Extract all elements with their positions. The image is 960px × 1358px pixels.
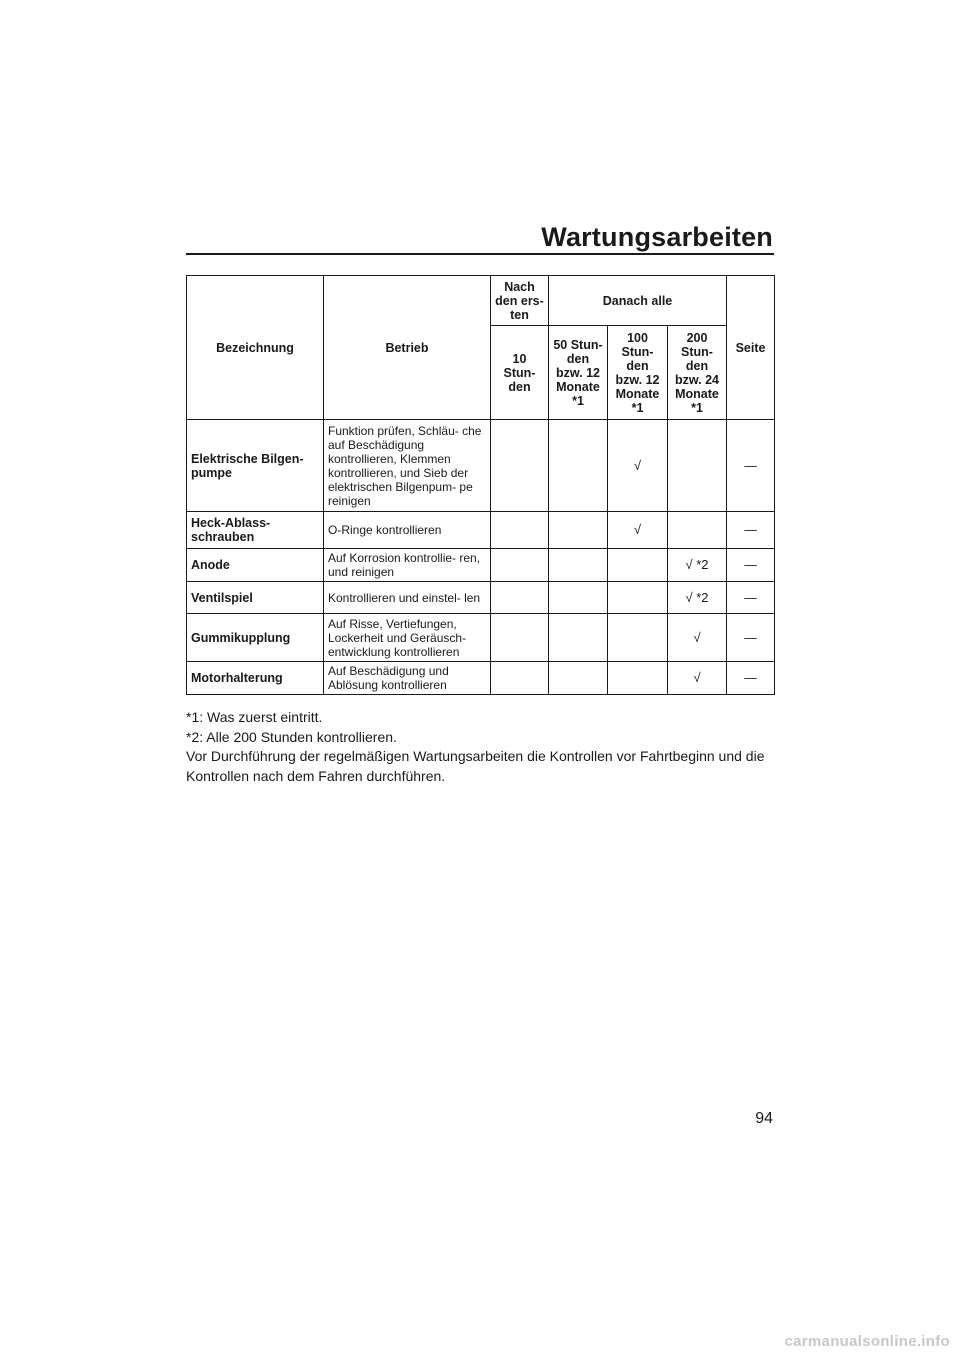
row-50h bbox=[549, 420, 608, 512]
row-10h bbox=[491, 549, 549, 582]
row-seite: — bbox=[727, 614, 775, 662]
row-100h bbox=[608, 549, 668, 582]
row-50h bbox=[549, 512, 608, 549]
row-100h bbox=[608, 614, 668, 662]
row-name: Anode bbox=[187, 549, 324, 582]
row-10h bbox=[491, 614, 549, 662]
table-row bbox=[187, 420, 775, 512]
row-operation: Funktion prüfen, Schläu- che auf Beschädigung kontrollieren, Klemmen kontrollieren, und Sieb der elektrischen Bilgenpum- pe reinigen bbox=[324, 420, 491, 512]
note-instruction: Vor Durchführung der regelmäßigen Wartungsarbeiten die Kontrollen vor Fahrtbeginn und die Kontrollen nach dem Fahren durchführen. bbox=[186, 748, 765, 784]
row-name: Gummikupplung bbox=[187, 614, 324, 662]
row-seite: — bbox=[727, 420, 775, 512]
row-seite: — bbox=[727, 549, 775, 582]
row-operation: O-Ringe kontrollieren bbox=[324, 512, 491, 549]
notes bbox=[186, 708, 781, 786]
note-footnote-1: *1: Was zuerst eintritt. bbox=[186, 709, 323, 725]
row-50h bbox=[549, 662, 608, 695]
row-200h-check: √ *2 bbox=[668, 582, 727, 614]
table-row bbox=[187, 512, 775, 549]
header-bezeichnung: Bezeichnung bbox=[187, 276, 324, 420]
header-seite: Seite bbox=[727, 276, 775, 420]
header-200-stunden: 200 Stun- den bzw. 24 Monate *1 bbox=[668, 326, 727, 420]
header-betrieb: Betrieb bbox=[324, 276, 491, 420]
header-nach-den-ersten: Nach den ers- ten bbox=[491, 276, 549, 326]
row-100h bbox=[608, 582, 668, 614]
row-100h-check: √ bbox=[608, 420, 668, 512]
row-200h-check: √ bbox=[668, 662, 727, 695]
watermark[interactable]: carmanualsonline.info bbox=[784, 1333, 950, 1350]
page-number: 94 bbox=[755, 1110, 773, 1127]
header-row-top bbox=[187, 276, 775, 326]
title-rule bbox=[186, 253, 774, 255]
row-50h bbox=[549, 614, 608, 662]
row-operation: Auf Korrosion kontrollie- ren, und reinigen bbox=[324, 549, 491, 582]
row-10h bbox=[491, 582, 549, 614]
note-footnote-2: *2: Alle 200 Stunden kontrollieren. bbox=[186, 728, 397, 745]
row-100h bbox=[608, 662, 668, 695]
table-row bbox=[187, 549, 775, 582]
row-200h bbox=[668, 420, 727, 512]
row-seite: — bbox=[727, 662, 775, 695]
header-10-stunden: 10 Stun- den bbox=[491, 326, 549, 420]
row-200h-check: √ *2 bbox=[668, 549, 727, 582]
header-danach-alle: Danach alle bbox=[549, 276, 727, 326]
row-name: Motorhalterung bbox=[187, 662, 324, 695]
row-100h-check: √ bbox=[608, 512, 668, 549]
page-title: Wartungsarbeiten bbox=[541, 222, 773, 252]
row-10h bbox=[491, 420, 549, 512]
row-name: Heck-Ablass- schrauben bbox=[187, 512, 324, 549]
maintenance-table bbox=[186, 275, 775, 695]
row-operation: Auf Risse, Vertiefungen, Lockerheit und Geräusch- entwicklung kontrollieren bbox=[324, 614, 491, 662]
row-50h bbox=[549, 582, 608, 614]
row-operation: Auf Beschädigung und Ablösung kontrollieren bbox=[324, 662, 491, 695]
row-200h bbox=[668, 512, 727, 549]
header-50-stunden: 50 Stun- den bzw. 12 Monate *1 bbox=[549, 326, 608, 420]
row-50h bbox=[549, 549, 608, 582]
row-10h bbox=[491, 512, 549, 549]
table-row bbox=[187, 614, 775, 662]
row-operation: Kontrollieren und einstel- len bbox=[324, 582, 491, 614]
row-name: Elektrische Bilgen- pumpe bbox=[187, 420, 324, 512]
row-10h bbox=[491, 662, 549, 695]
row-200h-check: √ bbox=[668, 614, 727, 662]
row-name: Ventilspiel bbox=[187, 582, 324, 614]
row-seite: — bbox=[727, 582, 775, 614]
table-row bbox=[187, 582, 775, 614]
table-row bbox=[187, 662, 775, 695]
header-100-stunden: 100 Stun- den bzw. 12 Monate *1 bbox=[608, 326, 668, 420]
row-seite: — bbox=[727, 512, 775, 549]
